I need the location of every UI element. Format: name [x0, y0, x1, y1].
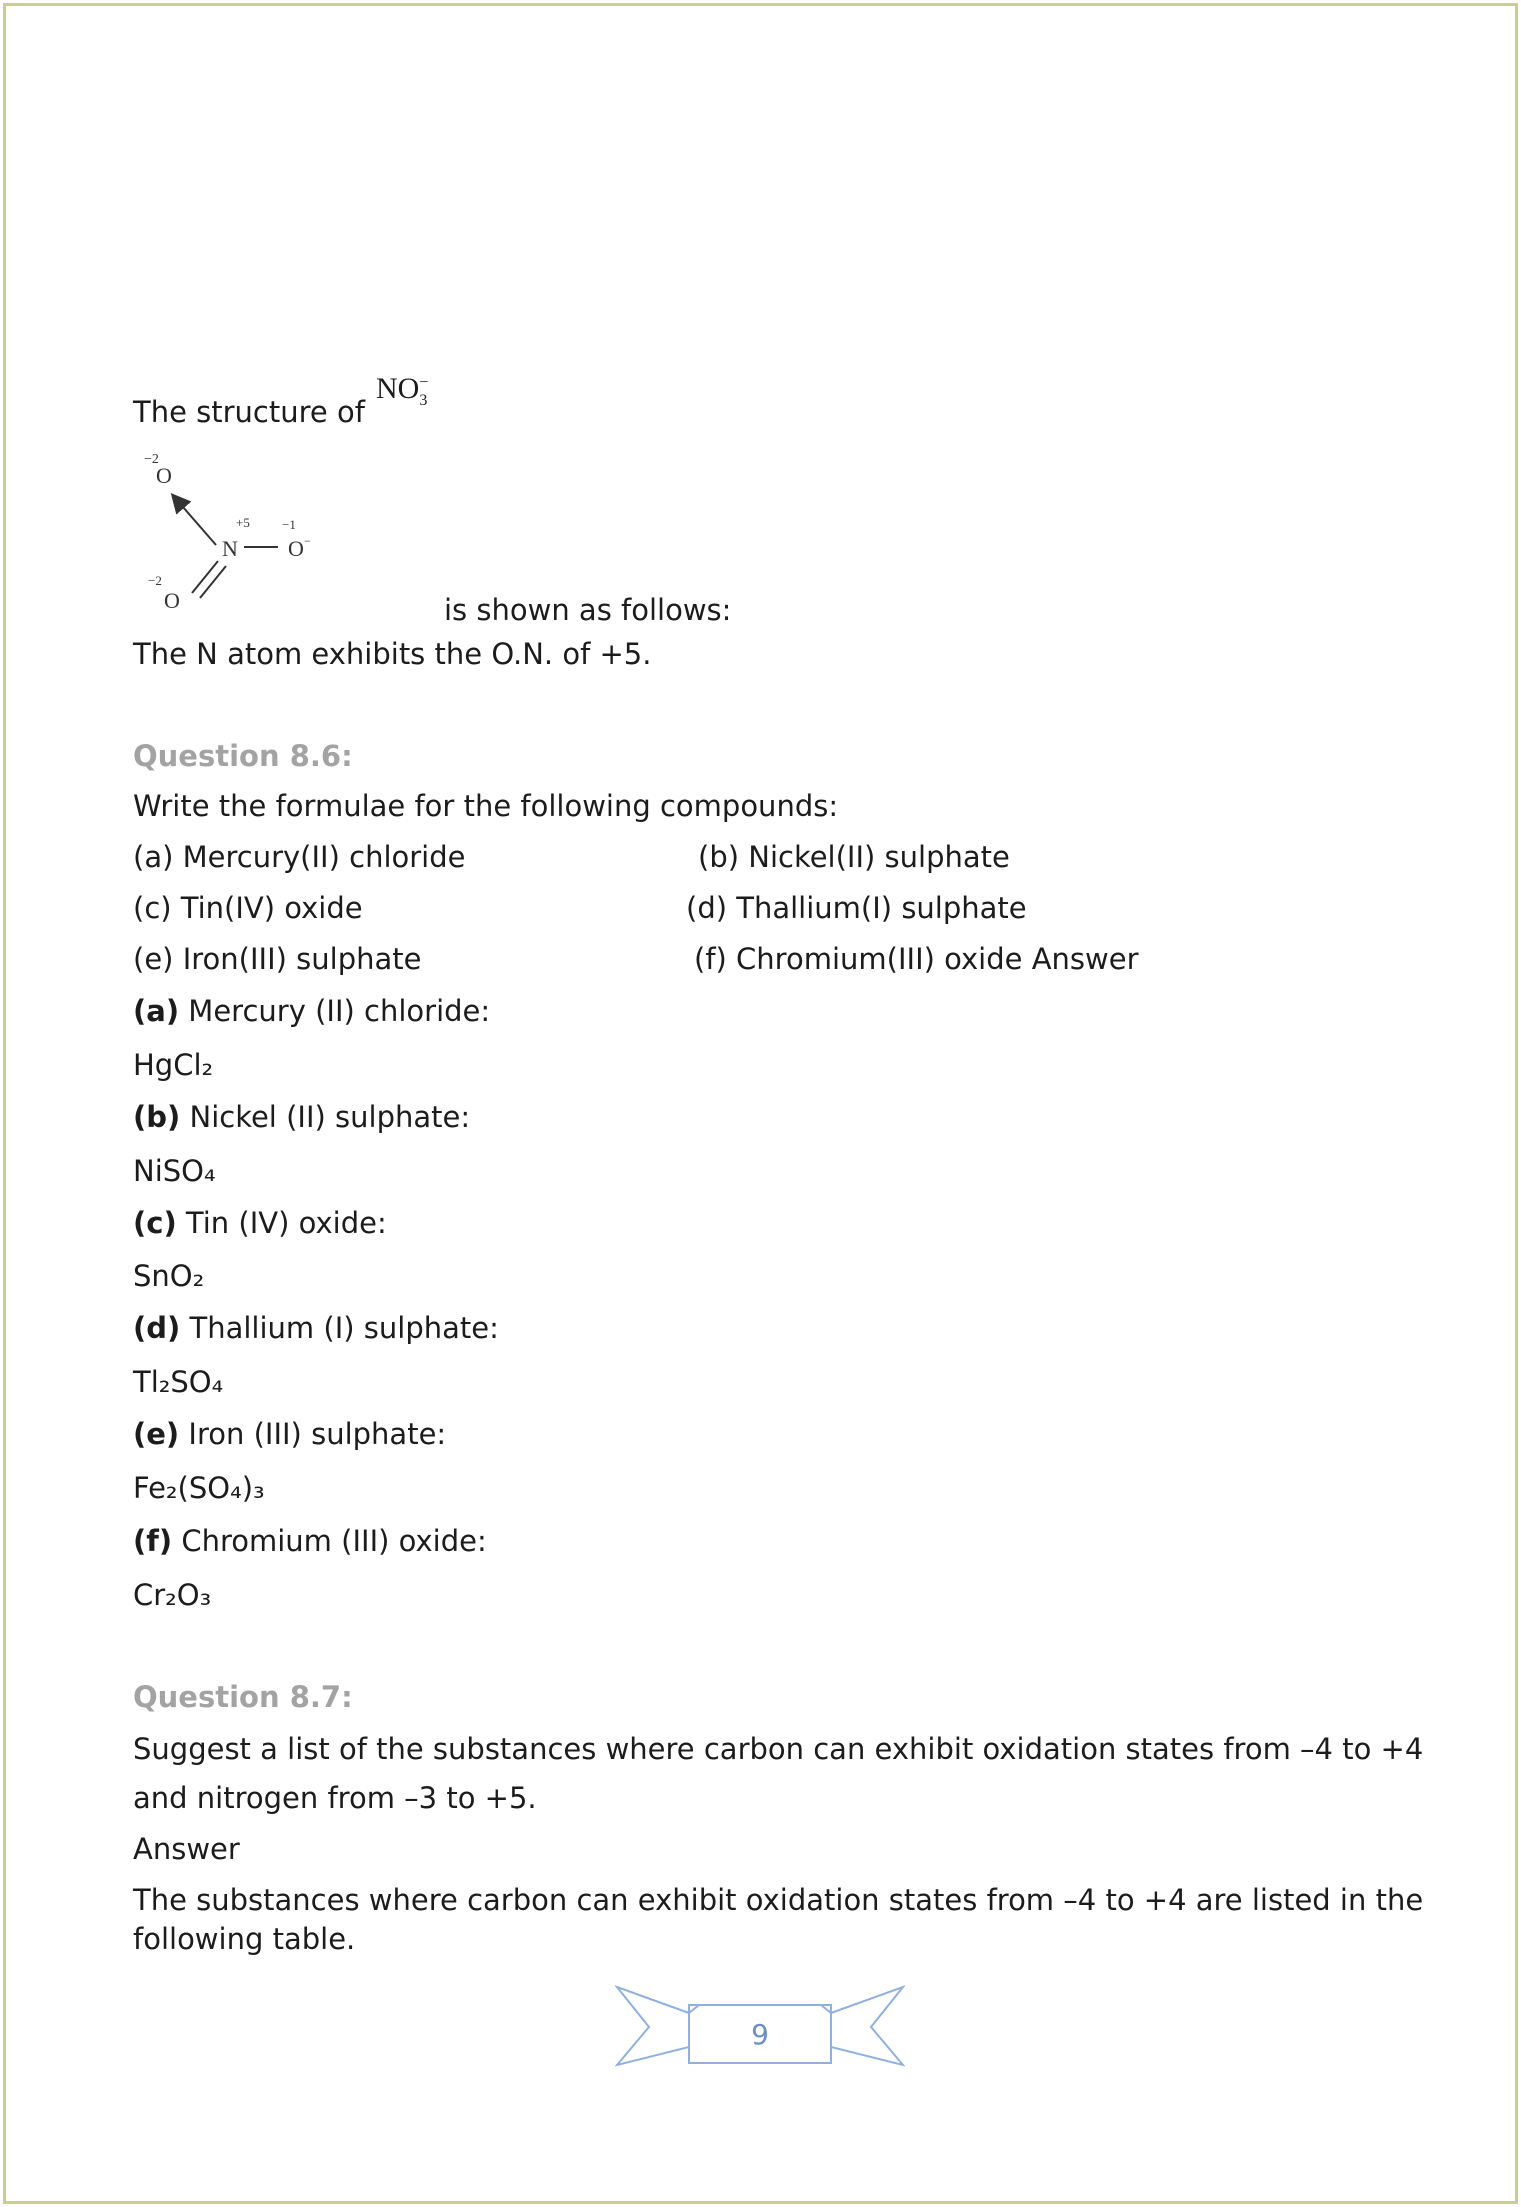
option-e: (e) Iron(III) sulphate: [133, 942, 422, 976]
answer-text-line2: following table.: [133, 1922, 356, 1956]
double-bond-2: [200, 566, 226, 598]
nitrate-structure-diagram: [136, 445, 336, 620]
charge-right-o-minus: −: [304, 534, 311, 548]
answer-a-formula: HgCl₂: [133, 1048, 214, 1082]
atom-right-o: O: [288, 536, 304, 561]
answer-a-heading: (a) Mercury (II) chloride:: [133, 994, 491, 1028]
option-a: (a) Mercury(II) chloride: [133, 840, 466, 874]
option-d: (d) Thallium(I) sulphate: [686, 891, 1027, 925]
option-c: (c) Tin(IV) oxide: [133, 891, 363, 925]
question-8-7-prompt-line2: and nitrogen from –3 to +5.: [133, 1781, 537, 1815]
coordinate-bond: [176, 499, 216, 545]
option-f: (f) Chromium(III) oxide Answer: [694, 942, 1139, 976]
atom-top-o: O: [156, 463, 172, 488]
answer-e-formula: Fe₂(SO₄)₃: [133, 1471, 265, 1505]
question-8-6-heading: Question 8.6:: [133, 739, 353, 773]
answer-label: Answer: [133, 1832, 240, 1866]
answer-f-heading: (f) Chromium (III) oxide:: [133, 1524, 487, 1558]
answer-c-heading: (c) Tin (IV) oxide:: [133, 1206, 387, 1240]
charge-n: +5: [236, 515, 250, 530]
atom-bottom-o: O: [164, 588, 180, 613]
charge-bottom-o: −2: [148, 573, 162, 588]
shown-as-text: is shown as follows:: [444, 593, 732, 627]
option-b: (b) Nickel(II) sulphate: [698, 840, 1010, 874]
answer-b-heading: (b) Nickel (II) sulphate:: [133, 1100, 471, 1134]
charge-right-o: −1: [282, 517, 296, 532]
double-bond-1: [192, 561, 218, 593]
nitrate-formula: $NO_3^-$: [376, 372, 429, 409]
answer-e-heading: (e) Iron (III) sulphate:: [133, 1417, 447, 1451]
atom-n: N: [222, 536, 238, 561]
question-8-7-heading: Question 8.7:: [133, 1680, 353, 1714]
answer-d-heading: (d) Thallium (I) sulphate:: [133, 1311, 499, 1345]
charge-top-o: −2: [144, 452, 159, 467]
answer-c-formula: SnO₂: [133, 1259, 205, 1293]
question-8-7-prompt-line1: Suggest a list of the substances where carbon can exhibit oxidation states from –4 to +4: [133, 1732, 1424, 1766]
answer-f-formula: Cr₂O₃: [133, 1578, 212, 1612]
page-number: 9: [751, 2018, 769, 2051]
answer-d-formula: Tl₂SO₄: [133, 1365, 224, 1399]
question-8-6-prompt: Write the formulae for the following compounds:: [133, 789, 839, 823]
answer-text-line1: The substances where carbon can exhibit oxidation states from –4 to +4 are listed in the: [133, 1883, 1424, 1917]
structure-prefix: The structure of: [133, 395, 365, 429]
n-oxidation-statement: The N atom exhibits the O.N. of +5.: [133, 637, 652, 671]
answer-b-formula: NiSO₄: [133, 1154, 216, 1188]
